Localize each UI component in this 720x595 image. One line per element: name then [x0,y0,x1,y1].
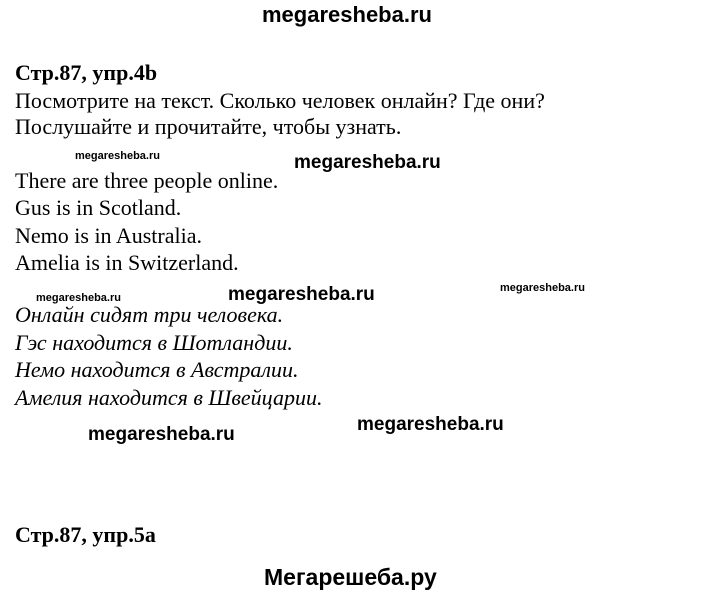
watermark-mid3-right: megaresheba.ru [357,414,504,435]
watermark-mid3-left: megaresheba.ru [88,424,235,445]
answer-en-2: Gus is in Scotland. [15,195,182,220]
section1-heading: Стр.87, упр.4b [15,60,158,85]
task-line-1: Посмотрите на текст. Сколько человек онлайн? Где они? [15,88,545,113]
watermark-mid2-small-right: megaresheba.ru [500,282,585,294]
answer-en-3: Nemo is in Australia. [15,223,202,248]
watermark-top: megaresheba.ru [262,2,432,27]
answer-ru-2: Гэс находится в Шотландии. [15,330,293,355]
section2-heading: Стр.87, упр.5а [15,522,156,547]
watermark-bottom: Мегарешеба.ру [264,564,437,590]
watermark-mid2-small-left: megaresheba.ru [36,292,121,304]
answer-ru-3: Немо находится в Австралии. [15,357,299,382]
watermark-mid1-small: megaresheba.ru [75,150,160,162]
answer-ru-1: Онлайн сидят три человека. [15,302,284,327]
task-line-2: Послушайте и прочитайте, чтобы узнать. [15,114,402,139]
answer-ru-4: Амелия находится в Швейцарии. [15,385,323,410]
answer-en-4: Amelia is in Switzerland. [15,250,239,275]
watermark-mid1-big: megaresheba.ru [294,152,441,173]
answer-en-1: There are three people online. [15,168,279,193]
watermark-mid2-big: megaresheba.ru [228,284,375,305]
